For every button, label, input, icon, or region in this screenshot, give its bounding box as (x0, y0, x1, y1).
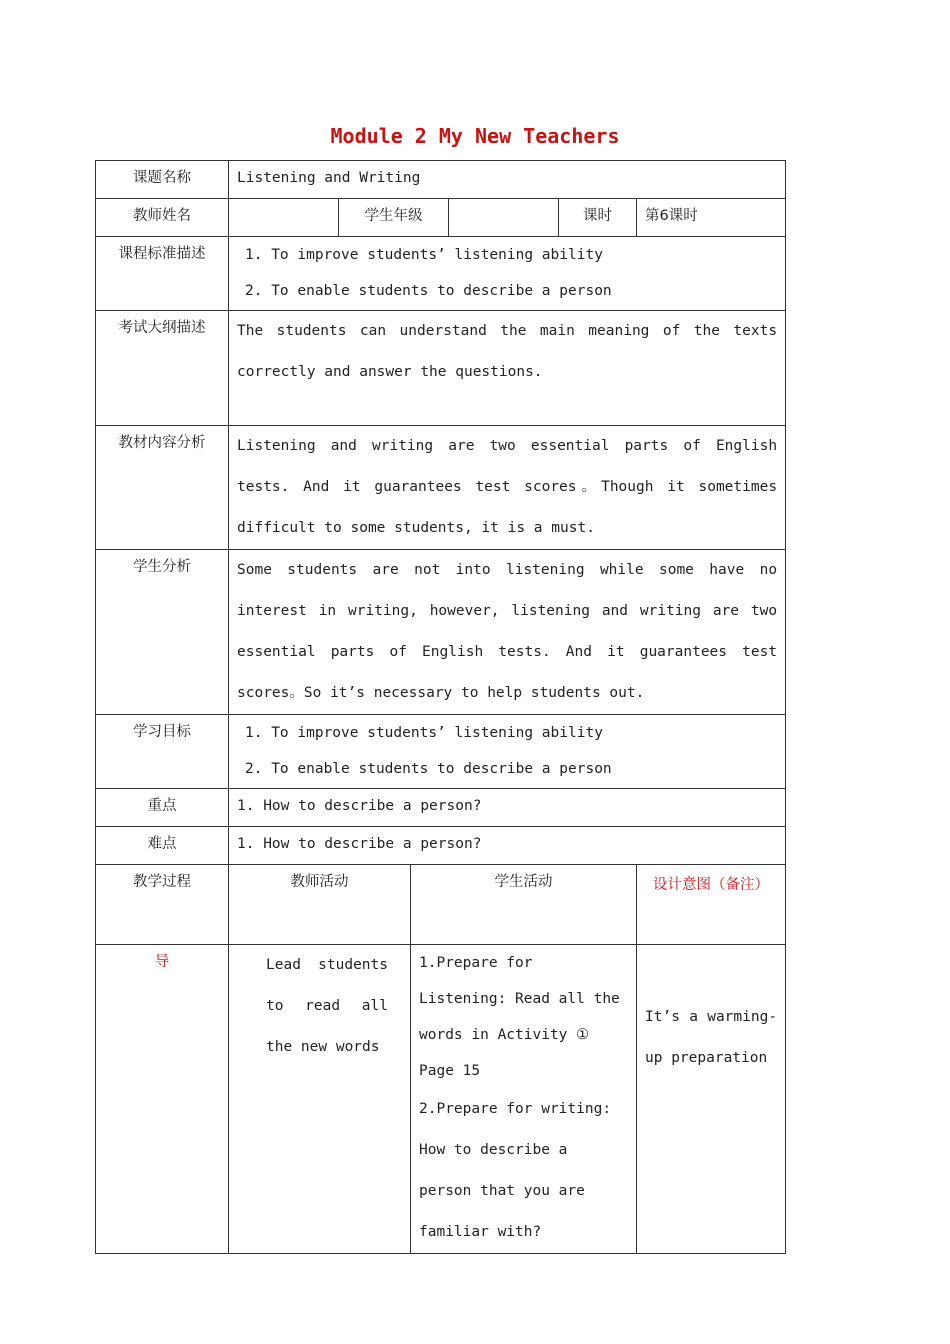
row-teacher (96, 199, 786, 237)
teacher-activity-header: 教师活动 (229, 865, 411, 945)
page-title: Module 2 My New Teachers (330, 124, 620, 148)
topic-label: 课题名称 (96, 161, 229, 199)
student-activity (411, 945, 637, 1254)
content-text: Listening and writing are two essential parts of English tests. And it guarantees test scores。Though it sometimes difficult to some students, it is a must. (229, 426, 786, 550)
teacher-value (229, 199, 339, 237)
teacher-label: 教师姓名 (96, 199, 229, 237)
design-intent: It’s a warming-up preparation (637, 945, 786, 1254)
standard-item: 1. To improve students’ listening ability (245, 247, 603, 263)
topic-value: Listening and Writing (229, 161, 786, 199)
syllabus-label: 考试大纲描述 (96, 311, 229, 426)
row-process-header (96, 865, 786, 945)
student-activity-item: 2.Prepare for writing: How to describe a person that you are familiar with? (419, 1101, 612, 1240)
period-label: 课时 (559, 199, 637, 237)
standard-label: 课程标准描述 (96, 237, 229, 311)
design-intent-header: 设计意图（备注） (637, 865, 786, 945)
period-value: 第6课时 (637, 199, 786, 237)
row-goals (96, 715, 786, 789)
row-standard (96, 237, 786, 311)
students-label: 学生分析 (96, 550, 229, 715)
row-students (96, 550, 786, 715)
difficult-label: 难点 (96, 827, 229, 865)
goals-list (229, 715, 786, 789)
student-activity-item: 1.Prepare for Listening: Read all the words in Activity ① Page 15 (419, 955, 620, 1079)
syllabus-text: The students can understand the main meaning of the texts correctly and answer the questions. (229, 311, 786, 426)
key-label: 重点 (96, 789, 229, 827)
stage-label: 导 (96, 945, 229, 1254)
row-key (96, 789, 786, 827)
goals-label: 学习目标 (96, 715, 229, 789)
goal-item: 1. To improve students’ listening ability (245, 725, 603, 741)
row-difficult (96, 827, 786, 865)
row-content (96, 426, 786, 550)
standard-list (229, 237, 786, 311)
grade-value (449, 199, 559, 237)
difficult-value: 1. How to describe a person? (229, 827, 786, 865)
row-step-lead (96, 945, 786, 1254)
process-label: 教学过程 (96, 865, 229, 945)
lesson-plan-table (95, 160, 786, 1254)
key-value: 1. How to describe a person? (229, 789, 786, 827)
standard-item: 2. To enable students to describe a person (245, 283, 612, 299)
teacher-activity: Lead students to read all the new words (229, 945, 411, 1254)
row-syllabus (96, 311, 786, 426)
content-label: 教材内容分析 (96, 426, 229, 550)
goal-item: 2. To enable students to describe a person (245, 761, 612, 777)
row-topic (96, 161, 786, 199)
grade-label: 学生年级 (339, 199, 449, 237)
students-text: Some students are not into listening while some have no interest in writing, however, listening and writing are two essential parts of English tests. And it guarantees test scores。So it’s necessary to help students out. (229, 550, 786, 715)
student-activity-header: 学生活动 (411, 865, 637, 945)
